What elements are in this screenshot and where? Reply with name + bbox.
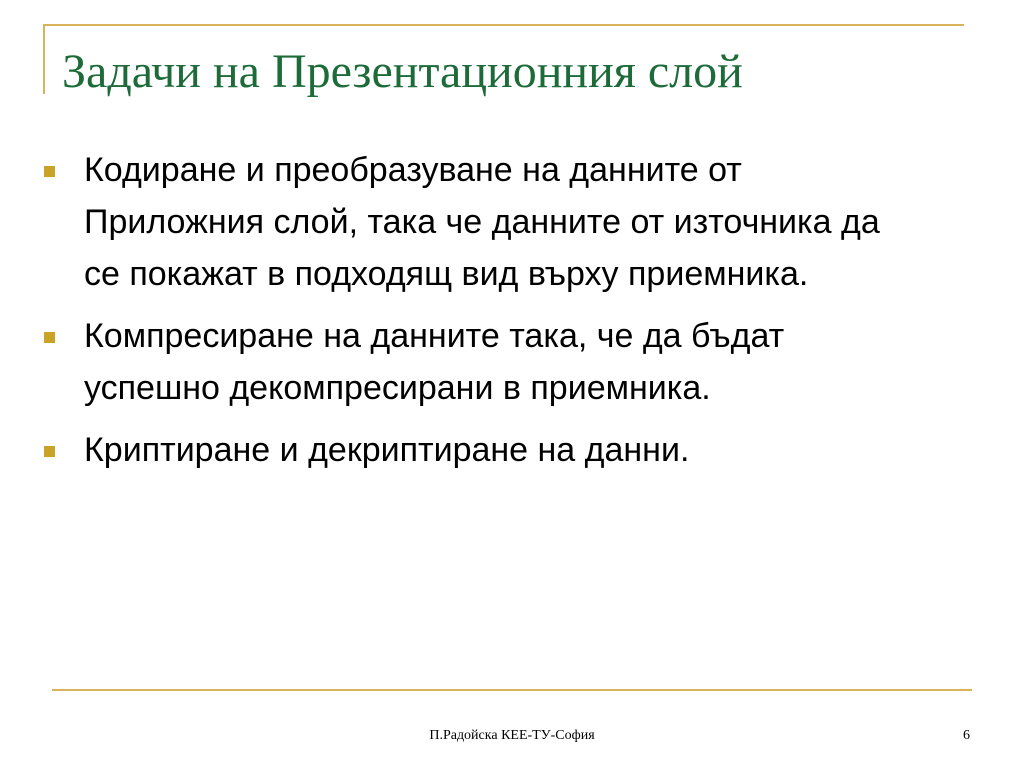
title-frame-left-line [43, 24, 45, 94]
footer-divider [52, 689, 972, 691]
bullet-item [44, 424, 944, 476]
page-number: 6 [963, 728, 970, 743]
title-frame-top-line [43, 24, 964, 26]
footer-author: П.Радойска КЕЕ-ТУ-София [429, 728, 595, 743]
bullet-text: Криптиране и декриптиране на данни. [84, 431, 690, 469]
bullet-text: Кодиране и преобразуване на данните от Приложния слой, така че данните от източника да се покажат в подходящ вид върху приемника. [84, 151, 880, 293]
square-bullet-icon [44, 332, 55, 343]
bullet-list [44, 144, 944, 486]
square-bullet-icon [44, 166, 55, 177]
bullet-item [44, 144, 944, 300]
bullet-text: Компресиране на данните така, че да бъдат успешно декомпресирани в приемника. [84, 317, 785, 407]
slide-title: Задачи на Презентационния слой [62, 45, 743, 98]
square-bullet-icon [44, 446, 55, 457]
bullet-item [44, 310, 944, 414]
